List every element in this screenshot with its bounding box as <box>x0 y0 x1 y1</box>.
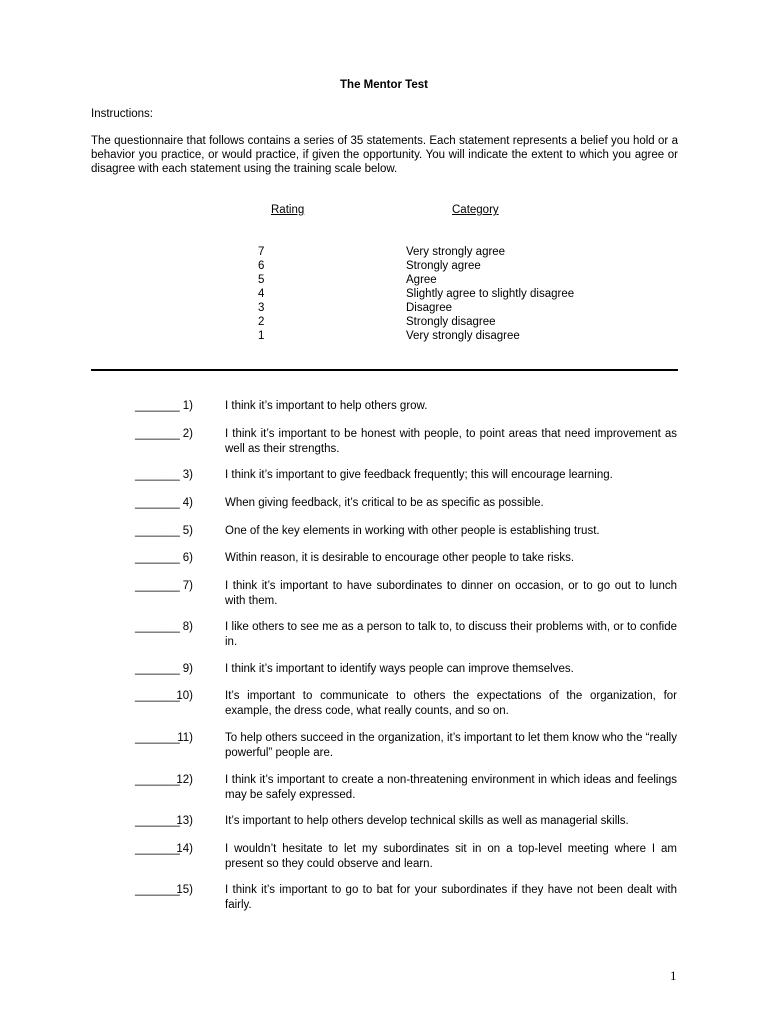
statement-text: I think it’s important to identify ways people can improve themselves. <box>225 663 574 675</box>
scale-rating: 7 <box>258 246 265 258</box>
category-column-header: Category <box>452 204 499 216</box>
scale-rating: 3 <box>258 302 265 314</box>
answer-blank[interactable]: _______ <box>135 428 180 440</box>
answer-blank[interactable]: _______ <box>135 580 180 592</box>
statement-number: 7) <box>182 580 193 592</box>
statement-number: 5) <box>182 525 193 537</box>
scale-rating: 2 <box>258 316 265 328</box>
answer-blank[interactable]: _______ <box>135 884 180 896</box>
document-title: The Mentor Test <box>340 79 428 91</box>
scale-category: Slightly agree to slightly disagree <box>406 288 575 300</box>
statement-number: 10) <box>176 690 193 702</box>
statement-text: It’s important to communicate to others the expectations of the organization, for example, the dress code, what really counts, and so on. <box>225 690 677 717</box>
answer-blank[interactable]: _______ <box>135 621 180 633</box>
statement-text: I wouldn’t hesitate to let my subordinates sit in on a top-level meeting where I am present so they could observe and learn. <box>225 843 677 870</box>
statement-number: 13) <box>176 815 193 827</box>
statement-text: I think it’s important to be honest with people, to point areas that need improvement as well as their strengths. <box>225 428 677 455</box>
statement-number: 3) <box>182 469 193 481</box>
answer-blank[interactable]: _______ <box>135 400 180 412</box>
scale-row <box>0 259 768 273</box>
answer-blank[interactable]: _______ <box>135 469 180 481</box>
scale-category: Very strongly agree <box>406 246 506 258</box>
answer-blank[interactable]: _______ <box>135 815 180 827</box>
rating-scale <box>0 245 768 343</box>
scale-row <box>0 245 768 259</box>
scale-category: Very strongly disagree <box>406 330 520 342</box>
statement-number: 9) <box>182 663 193 675</box>
scale-rating: 1 <box>258 330 265 342</box>
page-number: 1 <box>670 968 677 983</box>
statement-number: 2) <box>182 428 193 440</box>
scale-row <box>0 273 768 287</box>
scale-category: Strongly agree <box>406 260 481 272</box>
scale-category: Disagree <box>406 302 453 314</box>
statement-number: 4) <box>182 497 193 509</box>
answer-blank[interactable]: _______ <box>135 732 180 744</box>
answer-blank[interactable]: _______ <box>135 497 180 509</box>
rating-column-header: Rating <box>271 204 305 216</box>
section-divider <box>91 369 678 371</box>
statement-number: 14) <box>176 843 193 855</box>
intro-paragraph: The questionnaire that follows contains a series of 35 statements. Each statement represents a belief you hold or a behavior you practice, or would practice, if given the opportunity. You will indicate the extent to which you agree or disagree with each statement using the training scale below. <box>91 135 678 175</box>
answer-blank[interactable]: _______ <box>135 663 180 675</box>
statement-text: I think it’s important to have subordinates to dinner on occasion, or to go out to lunch with them. <box>225 580 677 607</box>
statement-text: I think it’s important to give feedback frequently; this will encourage learning. <box>225 469 613 481</box>
statement-number: 8) <box>182 621 193 633</box>
scale-row <box>0 301 768 315</box>
scale-rating: 6 <box>258 260 265 272</box>
statement-text: To help others succeed in the organization, it’s important to let them know who the “really powerful” people are. <box>225 732 677 759</box>
answer-blank[interactable]: _______ <box>135 843 180 855</box>
scale-rating: 5 <box>258 274 265 286</box>
statement-number: 6) <box>182 552 193 564</box>
statement-text: One of the key elements in working with other people is establishing trust. <box>225 525 600 537</box>
answer-blank[interactable]: _______ <box>135 774 180 786</box>
statement-text: I like others to see me as a person to talk to, to discuss their problems with, or to confide in. <box>225 621 677 648</box>
statement-text: I think it’s important to create a non-threatening environment in which ideas and feelings may be safely expressed. <box>225 774 677 801</box>
statement-text: I think it’s important to go to bat for your subordinates if they have not been dealt with fairly. <box>225 884 677 911</box>
statement-number: 12) <box>176 774 193 786</box>
statement-text: When giving feedback, it’s critical to be as specific as possible. <box>225 497 544 509</box>
statement-text: It’s important to help others develop technical skills as well as managerial skills. <box>225 815 629 827</box>
scale-category: Strongly disagree <box>406 316 496 328</box>
statement-text: I think it’s important to help others grow. <box>225 400 428 412</box>
scale-row <box>0 287 768 301</box>
scale-row <box>0 315 768 329</box>
answer-blank[interactable]: _______ <box>135 690 180 702</box>
scale-category: Agree <box>406 274 437 286</box>
scale-rating: 4 <box>258 288 265 300</box>
scale-row <box>0 329 768 343</box>
answer-blank[interactable]: _______ <box>135 552 180 564</box>
answer-blank[interactable]: _______ <box>135 525 180 537</box>
statement-number: 15) <box>176 884 193 896</box>
instructions-label: Instructions: <box>91 108 153 120</box>
statement-number: 1) <box>182 400 193 412</box>
statement-number: 11) <box>177 732 193 744</box>
statement-text: Within reason, it is desirable to encourage other people to take risks. <box>225 552 575 564</box>
